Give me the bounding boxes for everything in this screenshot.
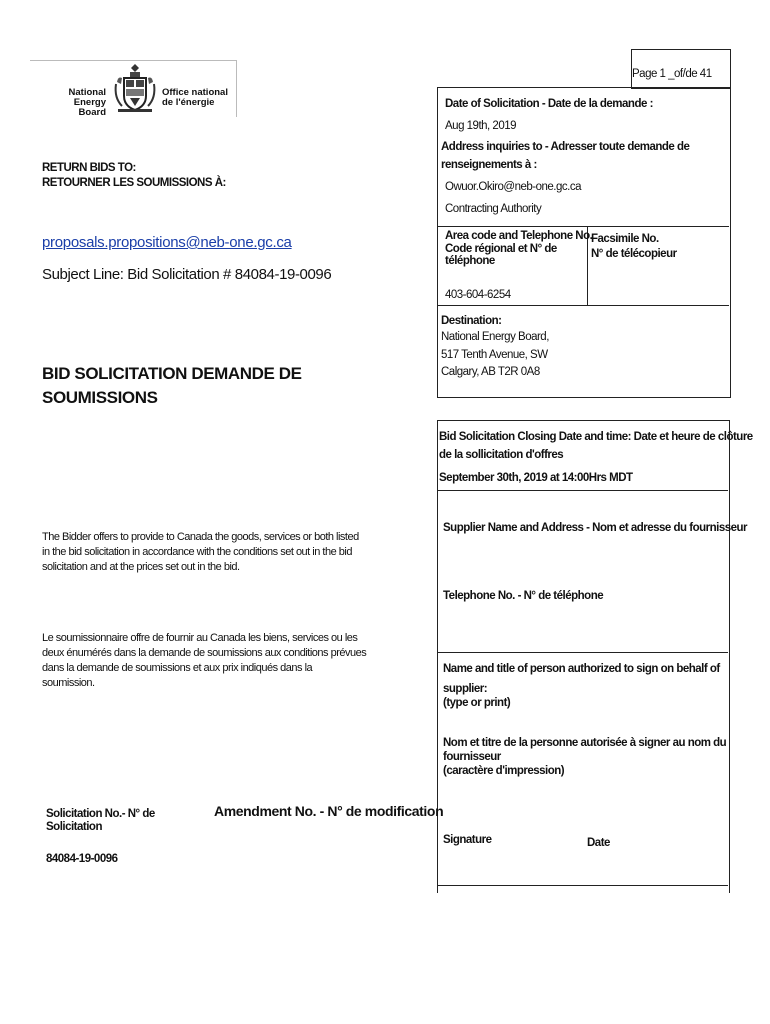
telephone-label-line3: téléphone [445,255,495,267]
bidder-offer-fr-line2: deux énumérés dans la demande de soumissions aux conditions prévues [42,647,367,659]
solicitation-no-value: 84084-19-0096 [46,853,118,865]
org-name-en: National Energy Board [68,87,106,118]
authorized-fr-line3: (caractère d'impression) [443,765,565,777]
solicitation-no-label-line1: Solicitation No.- N° de [46,808,155,820]
signature-label: Signature [443,834,492,846]
destination-line3: Calgary, AB T2R 0A8 [441,366,540,378]
return-bids-email-link[interactable]: proposals.propositions@neb-one.gc.ca [42,234,292,251]
divider [437,226,729,227]
divider [437,885,728,886]
org-name-fr: Office national de l'énergie [162,87,228,108]
divider [437,652,728,653]
telephone-label-line1: Area code and Telephone No. [445,230,593,242]
destination-line1: National Energy Board, [441,331,549,343]
inquiries-role: Contracting Authority [445,203,542,215]
inquiries-label-line1: Address inquiries to - Adresser toute demande de [441,141,690,153]
page-title-line2: SOUMISSIONS [42,388,158,407]
divider [437,490,728,491]
authorized-en-line3: (type or print) [443,697,511,709]
destination-label: Destination: [441,315,502,327]
telephone-label-line2: Code régional et N° de [445,243,557,255]
solicitation-date-label: Date of Solicitation - Date de la demande : [445,98,653,110]
return-bids-label-en: RETURN BIDS TO: [42,162,136,174]
page-indicator: Page 1 _of/de 41 [632,68,712,80]
inquiries-label-line2: renseignements à : [441,159,537,171]
bidder-offer-fr-line4: soumission. [42,677,95,689]
destination-line2: 517 Tenth Avenue, SW [441,349,548,361]
facsimile-label-line1: Facsimile No. [591,233,659,245]
inquiries-email: Owuor.Okiro@neb-one.gc.ca [445,181,581,193]
bidder-offer-en-line3: solicitation and at the prices set out in the bid. [42,561,240,573]
page-title-line1: BID SOLICITATION DEMANDE DE [42,364,302,383]
date-label: Date [587,837,610,849]
bidder-offer-en-line2: in the bid solicitation in accordance with the conditions set out in the bid [42,546,352,558]
return-bids-label-fr: RETOURNER LES SOUMISSIONS À: [42,177,226,189]
bidder-offer-en-line1: The Bidder offers to provide to Canada the goods, services or both listed [42,531,359,543]
bidder-offer-fr-line3: dans la demande de soumissions et aux prix indiqués dans la [42,662,313,674]
canada-crest-icon [112,62,158,114]
amendment-label: Amendment No. - N° de modification [214,803,444,819]
closing-label-line1: Bid Solicitation Closing Date and time: Date et heure de clôture [439,431,753,443]
authorized-fr-line2: fournisseur [443,751,501,763]
subject-line: Subject Line: Bid Solicitation # 84084-19-0096 [42,266,332,283]
supplier-telephone-label: Telephone No. - N° de téléphone [443,590,604,602]
solicitation-no-label-line2: Solicitation [46,821,102,833]
facsimile-label-line2: N° de télécopieur [591,248,677,260]
authorized-en-line1: Name and title of person authorized to sign on behalf of [443,663,720,675]
supplier-name-address-label: Supplier Name and Address - Nom et adresse du fournisseur [443,522,748,534]
telephone-value: 403-604-6254 [445,289,511,301]
solicitation-date-value: Aug 19th, 2019 [445,120,517,132]
bidder-offer-fr-line1: Le soumissionnaire offre de fournir au Canada les biens, services ou les [42,632,358,644]
authorized-en-line2: supplier: [443,683,488,695]
authorized-fr-line1: Nom et titre de la personne autorisée à signer au nom du [443,737,727,749]
closing-value: September 30th, 2019 at 14:00Hrs MDT [439,472,633,484]
divider [437,305,729,306]
closing-label-line2: de la sollicitation d'offres [439,449,564,461]
